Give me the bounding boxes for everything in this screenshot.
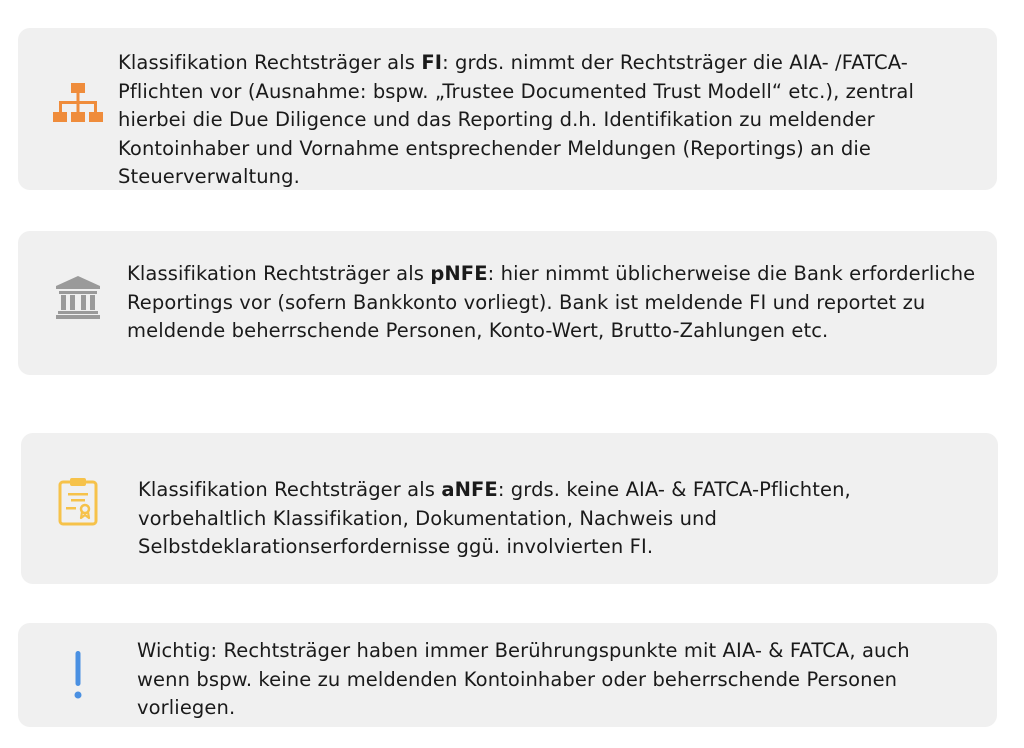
fi-classification-text xyxy=(118,49,988,192)
fi-term: FI xyxy=(421,51,443,74)
bank-icon xyxy=(55,275,101,319)
clipboard-certificate-icon xyxy=(57,476,99,526)
pnfe-classification-card xyxy=(18,231,997,375)
pnfe-term: pNFE xyxy=(430,262,488,285)
fi-text-body: : grds. nimmt der Rechtsträger die AIA- /FATCA-Pflichten vor (Ausnahme: bspw. „Trustee Documented Trust Modell“ etc.), zentral hierbei die Due Diligence und das Reporting d.h. Identifikation zu meldender Kontoinhaber und Vornahme entsprechender Meldungen (Reportings) an die Steuerverwaltung. xyxy=(118,51,915,188)
important-note-card xyxy=(18,623,997,727)
important-note-text xyxy=(137,637,957,723)
anfe-classification-text xyxy=(138,476,973,562)
anfe-text-body: : grds. keine AIA- & FATCA-Pflichten, vorbehaltlich Klassifikation, Dokumentation, Nachweis und Selbstdeklarationserfordernisse ggü. involvierten FI. xyxy=(138,478,851,558)
fi-classification-card xyxy=(18,28,997,190)
hierarchy-icon xyxy=(52,82,104,130)
pnfe-classification-text xyxy=(127,260,992,346)
exclamation-icon xyxy=(70,650,86,700)
pnfe-text-body: : hier nimmt üblicherweise die Bank erforderliche Reportings vor (sofern Bankkonto vorliegt). Bank ist meldende FI und reportet zu meldende beherrschende Personen, Konto-Wert, Brutto-Zahlungen etc. xyxy=(127,262,976,342)
anfe-text-prefix: Klassifikation Rechtsträger als xyxy=(138,478,442,501)
pnfe-text-prefix: Klassifikation Rechtsträger als xyxy=(127,262,431,285)
anfe-term: aNFE xyxy=(441,478,498,501)
important-note-body: Wichtig: Rechtsträger haben immer Berührungspunkte mit AIA- & FATCA, auch wenn bspw. keine zu meldenden Kontoinhaber oder beherrschende Personen vorliegen. xyxy=(137,639,910,719)
fi-text-prefix: Klassifikation Rechtsträger als xyxy=(118,51,422,74)
anfe-classification-card xyxy=(21,433,998,584)
